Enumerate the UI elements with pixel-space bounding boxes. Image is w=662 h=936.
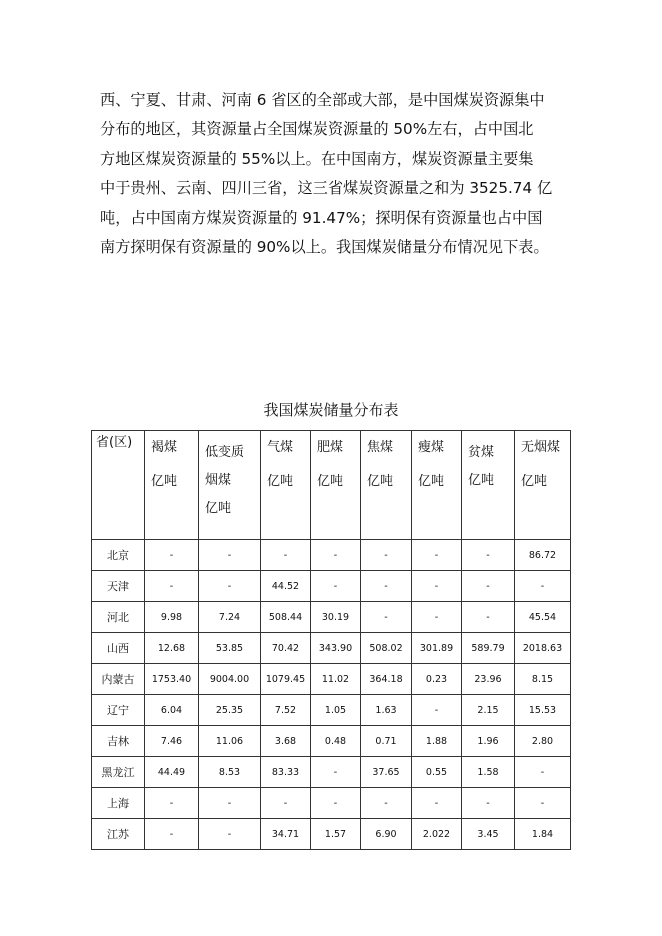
table-header-row <box>92 431 571 540</box>
province-cell: 河北 <box>92 602 145 633</box>
table-cell: - <box>199 571 261 602</box>
table-cell: - <box>462 788 515 819</box>
table-cell: - <box>145 540 199 571</box>
table-cell: 2.80 <box>515 726 571 757</box>
table-cell: 45.54 <box>515 602 571 633</box>
header-low-rank-bituminous: 低变质 烟煤 亿吨 <box>199 431 261 540</box>
table-cell: - <box>199 540 261 571</box>
table-cell: - <box>462 571 515 602</box>
table-cell: 37.65 <box>361 757 412 788</box>
table-cell: 1.84 <box>515 819 571 850</box>
header-fat-coal: 肥煤 亿吨 <box>311 431 361 540</box>
table-cell: 15.53 <box>515 695 571 726</box>
table-cell: 2018.63 <box>515 633 571 664</box>
paragraph-line: 方地区煤炭资源量的 55%以上。在中国南方，煤炭资源量主要集 <box>100 149 534 168</box>
table-cell: 7.24 <box>199 602 261 633</box>
table-cell: 508.44 <box>261 602 311 633</box>
table-cell: 301.89 <box>412 633 462 664</box>
province-cell: 辽宁 <box>92 695 145 726</box>
table-cell: - <box>361 788 412 819</box>
table-cell: - <box>412 540 462 571</box>
province-cell: 内蒙古 <box>92 664 145 695</box>
header-gas-coal: 气煤 亿吨 <box>261 431 311 540</box>
table-cell: - <box>145 788 199 819</box>
table-cell: 1.63 <box>361 695 412 726</box>
table-row <box>92 726 571 757</box>
table-cell: - <box>462 602 515 633</box>
table-cell: 364.18 <box>361 664 412 695</box>
paragraph-line: 中于贵州、云南、四川三省，这三省煤炭资源量之和为 3525.74 亿 <box>100 179 553 198</box>
table-cell: - <box>361 571 412 602</box>
table-row <box>92 540 571 571</box>
table-body <box>92 540 571 850</box>
table-cell: 86.72 <box>515 540 571 571</box>
table-cell: 83.33 <box>261 757 311 788</box>
table-cell: - <box>361 540 412 571</box>
table-cell: 8.15 <box>515 664 571 695</box>
coal-reserves-table <box>91 430 571 850</box>
table-row <box>92 757 571 788</box>
table-cell: 1753.40 <box>145 664 199 695</box>
table-cell: 3.68 <box>261 726 311 757</box>
province-cell: 黑龙江 <box>92 757 145 788</box>
paragraph-line: 西、宁夏、甘肃、河南 6 省区的全部或大部，是中国煤炭资源集中 <box>100 91 545 109</box>
table-cell: 7.46 <box>145 726 199 757</box>
table-row <box>92 819 571 850</box>
table-cell: - <box>199 788 261 819</box>
table-cell: 1.96 <box>462 726 515 757</box>
table-cell: - <box>199 819 261 850</box>
table-cell: - <box>261 540 311 571</box>
table-cell: 25.35 <box>199 695 261 726</box>
table-cell: 0.23 <box>412 664 462 695</box>
table-cell: 23.96 <box>462 664 515 695</box>
table-cell: 44.52 <box>261 571 311 602</box>
header-anthracite: 无烟煤 亿吨 <box>515 431 571 540</box>
table-cell: 53.85 <box>199 633 261 664</box>
table-caption: 我国煤炭储量分布表 <box>263 401 399 419</box>
table-cell: - <box>145 819 199 850</box>
table-cell: 0.55 <box>412 757 462 788</box>
province-cell: 山西 <box>92 633 145 664</box>
table-row <box>92 664 571 695</box>
table-cell: - <box>412 571 462 602</box>
province-cell: 吉林 <box>92 726 145 757</box>
table-row <box>92 633 571 664</box>
table-cell: - <box>311 540 361 571</box>
paragraph-line: 分布的地区，其资源量占全国煤炭资源量的 50%左右，占中国北 <box>100 120 534 139</box>
header-province: 省(区) <box>92 431 145 540</box>
province-cell: 北京 <box>92 540 145 571</box>
header-lean-coal: 瘦煤 亿吨 <box>412 431 462 540</box>
table-cell: 9.98 <box>145 602 199 633</box>
table-cell: - <box>311 788 361 819</box>
table-cell: - <box>462 540 515 571</box>
table-cell: - <box>145 571 199 602</box>
table-cell: 2.022 <box>412 819 462 850</box>
table-cell: 9004.00 <box>199 664 261 695</box>
table-cell: 1.88 <box>412 726 462 757</box>
table-cell: 0.71 <box>361 726 412 757</box>
table-cell: 1.58 <box>462 757 515 788</box>
header-coking-coal: 焦煤 亿吨 <box>361 431 412 540</box>
table-cell: 11.02 <box>311 664 361 695</box>
table-cell: 8.53 <box>199 757 261 788</box>
table-cell: 3.45 <box>462 819 515 850</box>
table-cell: 11.06 <box>199 726 261 757</box>
table-cell: - <box>515 757 571 788</box>
table-cell: 44.49 <box>145 757 199 788</box>
table-cell: - <box>311 757 361 788</box>
table-cell: 7.52 <box>261 695 311 726</box>
table-cell: 1.57 <box>311 819 361 850</box>
table-cell: 1079.45 <box>261 664 311 695</box>
province-cell: 天津 <box>92 571 145 602</box>
province-cell: 上海 <box>92 788 145 819</box>
table-cell: 34.71 <box>261 819 311 850</box>
header-lignite: 褐煤 亿吨 <box>145 431 199 540</box>
table-cell: 30.19 <box>311 602 361 633</box>
table-cell: - <box>515 788 571 819</box>
paragraph-line: 吨，占中国南方煤炭资源量的 91.47%；探明保有资源量也占中国 <box>100 208 543 227</box>
table-cell: - <box>515 571 571 602</box>
province-cell: 江苏 <box>92 819 145 850</box>
table-cell: 0.48 <box>311 726 361 757</box>
intro-paragraph <box>100 86 570 262</box>
table-cell: - <box>261 788 311 819</box>
header-meager-coal: 贫煤 亿吨 <box>462 431 515 540</box>
paragraph-line: 南方探明保有资源量的 90%以上。我国煤炭储量分布情况见下表。 <box>100 238 549 257</box>
table-row <box>92 695 571 726</box>
table-cell: - <box>361 602 412 633</box>
table-row <box>92 602 571 633</box>
table-cell: - <box>412 695 462 726</box>
table-cell: - <box>311 571 361 602</box>
table-cell: 12.68 <box>145 633 199 664</box>
table-cell: - <box>412 602 462 633</box>
table-cell: - <box>412 788 462 819</box>
table-cell: 343.90 <box>311 633 361 664</box>
table-cell: 2.15 <box>462 695 515 726</box>
table-row <box>92 571 571 602</box>
table-cell: 70.42 <box>261 633 311 664</box>
table-row <box>92 788 571 819</box>
table-cell: 6.04 <box>145 695 199 726</box>
table-cell: 6.90 <box>361 819 412 850</box>
table-cell: 589.79 <box>462 633 515 664</box>
table-cell: 508.02 <box>361 633 412 664</box>
table-cell: 1.05 <box>311 695 361 726</box>
